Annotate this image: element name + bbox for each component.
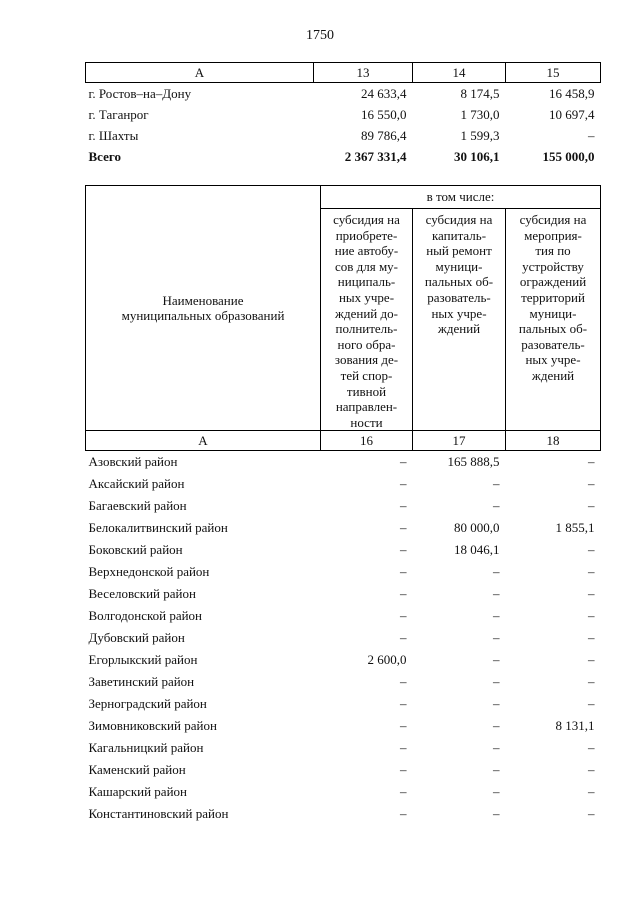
municipality-name: Константиновский район	[88, 806, 229, 822]
header-text-line: ние автобу-	[334, 243, 399, 259]
municipality-name: Боковский район	[88, 542, 183, 558]
table-row	[86, 627, 601, 649]
value-col-15: –	[588, 127, 595, 143]
municipality-name: Зимовниковский район	[88, 718, 217, 734]
value-col-13: 89 786,4	[361, 127, 407, 143]
value-col-18: –	[588, 762, 595, 778]
table-row	[86, 759, 601, 781]
municipality-name: Волгодонской район	[88, 608, 203, 624]
code-col-16: 16	[321, 431, 413, 451]
value-col-18: –	[588, 784, 595, 800]
municipality-name: Дубовский район	[88, 630, 185, 646]
value-col-17: 18 046,1	[454, 542, 500, 558]
header-text-line: пальных об-	[518, 321, 588, 337]
value-col-18: –	[588, 498, 595, 514]
table-row	[86, 583, 601, 605]
municipality-name: Кашарский район	[88, 784, 187, 800]
name-header-line-1: Наименование	[162, 292, 244, 308]
page-number: 1750	[306, 28, 334, 43]
table-row	[86, 649, 601, 671]
value-col-16: 2 600,0	[367, 652, 407, 668]
header-text-line: ждений	[531, 367, 575, 383]
header-text-line: ного обра-	[337, 336, 396, 352]
value-col-16: –	[400, 542, 407, 558]
value-col-18: –	[588, 542, 595, 558]
header-text-line: разователь-	[521, 336, 585, 352]
value-col-18: –	[588, 630, 595, 646]
header-text-line: направлен-	[335, 399, 398, 415]
value-col-18: –	[588, 564, 595, 580]
header-text-line: ных учре-	[525, 352, 581, 368]
value-col-18: –	[588, 652, 595, 668]
header-text-line: субсидия на	[333, 212, 400, 227]
header-text-line: тей спор-	[340, 367, 393, 383]
value-col-18: –	[588, 608, 595, 624]
value-col-14: 8 174,5	[460, 85, 500, 101]
total-col-13: 2 367 331,4	[344, 148, 407, 164]
header-text-line: ждений до-	[335, 305, 398, 321]
municipality-name: Каменский район	[88, 762, 186, 778]
header-text-line: ждений	[437, 321, 481, 337]
municipality-name: г. Таганрог	[88, 106, 149, 122]
header-text-line: территорий	[521, 289, 585, 305]
value-col-16: –	[400, 498, 407, 514]
value-col-17: –	[493, 784, 500, 800]
table-row	[86, 693, 601, 715]
total-label: Всего	[88, 148, 121, 164]
table-row	[86, 539, 601, 561]
subsidy-buses-header	[321, 209, 413, 431]
header-col-13: 13	[314, 63, 413, 83]
table-row	[86, 605, 601, 627]
header-text-line: мероприя-	[524, 227, 582, 243]
value-col-16: –	[400, 564, 407, 580]
value-col-14: 1 599,3	[460, 127, 500, 143]
header-text-line: пальных об-	[424, 274, 494, 290]
value-col-16: –	[400, 520, 407, 536]
value-col-17: –	[493, 652, 500, 668]
code-col-18: 18	[506, 431, 601, 451]
value-col-16: –	[400, 762, 407, 778]
value-col-15: 10 697,4	[549, 106, 595, 122]
header-text-line: устройству	[522, 258, 584, 274]
table-row	[86, 715, 601, 737]
total-col-15: 155 000,0	[542, 148, 595, 164]
value-col-16: –	[400, 608, 407, 624]
value-col-17: –	[493, 564, 500, 580]
top-table-header-row	[86, 63, 601, 83]
municipality-name: Веселовский район	[88, 586, 196, 602]
subsidy-repair-header	[413, 209, 506, 431]
value-col-16: –	[400, 476, 407, 492]
header-text-line: тия по	[535, 243, 571, 259]
header-text-line: ности	[350, 414, 383, 430]
header-text-line: полнитель-	[335, 321, 398, 337]
municipality-name: Кагальницкий район	[88, 740, 204, 756]
header-text-line: ный ремонт	[426, 243, 492, 259]
value-col-16: –	[400, 718, 407, 734]
table-row	[86, 671, 601, 693]
table-row	[86, 737, 601, 759]
municipality-name: Белокалитвинский район	[88, 520, 228, 536]
value-col-17: –	[493, 740, 500, 756]
municipality-name: Багаевский район	[88, 498, 187, 514]
value-col-17: –	[493, 498, 500, 514]
total-col-14: 30 106,1	[454, 148, 500, 164]
including-header: в том числе:	[321, 186, 601, 209]
value-col-17: –	[493, 630, 500, 646]
header-text-line: приобрете-	[335, 227, 398, 243]
table-row	[86, 104, 601, 125]
value-col-16: –	[400, 740, 407, 756]
value-col-18: 1 855,1	[555, 520, 595, 536]
header-text-line: муници-	[435, 258, 483, 274]
header-text-line: сов для му-	[334, 258, 399, 274]
header-text-line: ниципаль-	[337, 274, 396, 290]
header-col-a: А	[86, 63, 314, 83]
value-col-16: –	[400, 784, 407, 800]
municipality-name: Заветинский район	[88, 674, 195, 690]
municipality-name: Егорлыкский район	[88, 652, 198, 668]
table-row	[86, 473, 601, 495]
value-col-16: –	[400, 696, 407, 712]
header-text-line: зования де-	[334, 352, 399, 368]
value-col-15: 16 458,9	[549, 85, 595, 101]
value-col-14: 1 730,0	[460, 106, 500, 122]
table-row	[86, 83, 601, 105]
table-row	[86, 561, 601, 583]
code-col-17: 17	[413, 431, 506, 451]
value-col-16: –	[400, 630, 407, 646]
table-row	[86, 451, 601, 474]
value-col-17: –	[493, 806, 500, 822]
value-col-16: –	[400, 454, 407, 470]
name-header-line-2: муниципальных образований	[121, 308, 285, 324]
bottom-table-code-row	[86, 431, 601, 451]
value-col-18: –	[588, 454, 595, 470]
value-col-17: –	[493, 718, 500, 734]
header-text-line: разователь-	[427, 289, 491, 305]
total-row	[86, 146, 601, 167]
value-col-17: 165 888,5	[447, 454, 500, 470]
table-row	[86, 495, 601, 517]
value-col-18: –	[588, 740, 595, 756]
bottom-table	[85, 185, 601, 825]
header-text-line: муници-	[529, 305, 577, 321]
value-col-16: –	[400, 806, 407, 822]
value-col-17: –	[493, 586, 500, 602]
municipality-name: Зерноградский район	[88, 696, 207, 712]
header-text-line: капиталь-	[431, 227, 487, 243]
municipality-name: г. Шахты	[88, 127, 139, 143]
header-text-line: тивной	[346, 383, 387, 399]
value-col-17: –	[493, 476, 500, 492]
table-row	[86, 781, 601, 803]
municipality-name: Азовский район	[88, 454, 178, 470]
code-col-a: А	[86, 431, 321, 451]
value-col-17: –	[493, 696, 500, 712]
value-col-13: 16 550,0	[361, 106, 407, 122]
value-col-18: –	[588, 674, 595, 690]
value-col-17: –	[493, 608, 500, 624]
value-col-17: –	[493, 674, 500, 690]
table-row	[86, 125, 601, 146]
municipality-name: Аксайский район	[88, 476, 185, 492]
municipality-name-header	[86, 186, 321, 431]
header-text-line: ограждений	[519, 274, 587, 290]
value-col-17: 80 000,0	[454, 520, 500, 536]
value-col-16: –	[400, 674, 407, 690]
header-col-14: 14	[413, 63, 506, 83]
value-col-18: –	[588, 476, 595, 492]
top-table	[85, 62, 601, 167]
header-text-line: субсидия на	[519, 212, 587, 227]
value-col-17: –	[493, 762, 500, 778]
header-text-line: субсидия на	[425, 212, 493, 227]
municipality-name: г. Ростов–на–Дону	[88, 85, 192, 101]
header-text-line: ных учре-	[338, 289, 395, 305]
value-col-18: 8 131,1	[555, 718, 595, 734]
value-col-13: 24 633,4	[361, 85, 407, 101]
header-text-line: ных учре-	[431, 305, 487, 321]
value-col-18: –	[588, 586, 595, 602]
subsidy-fencing-header	[506, 209, 601, 431]
value-col-18: –	[588, 806, 595, 822]
value-col-18: –	[588, 696, 595, 712]
municipality-name: Верхнедонской район	[88, 564, 210, 580]
table-row	[86, 803, 601, 825]
table-row	[86, 517, 601, 539]
header-col-15: 15	[506, 63, 601, 83]
value-col-16: –	[400, 586, 407, 602]
